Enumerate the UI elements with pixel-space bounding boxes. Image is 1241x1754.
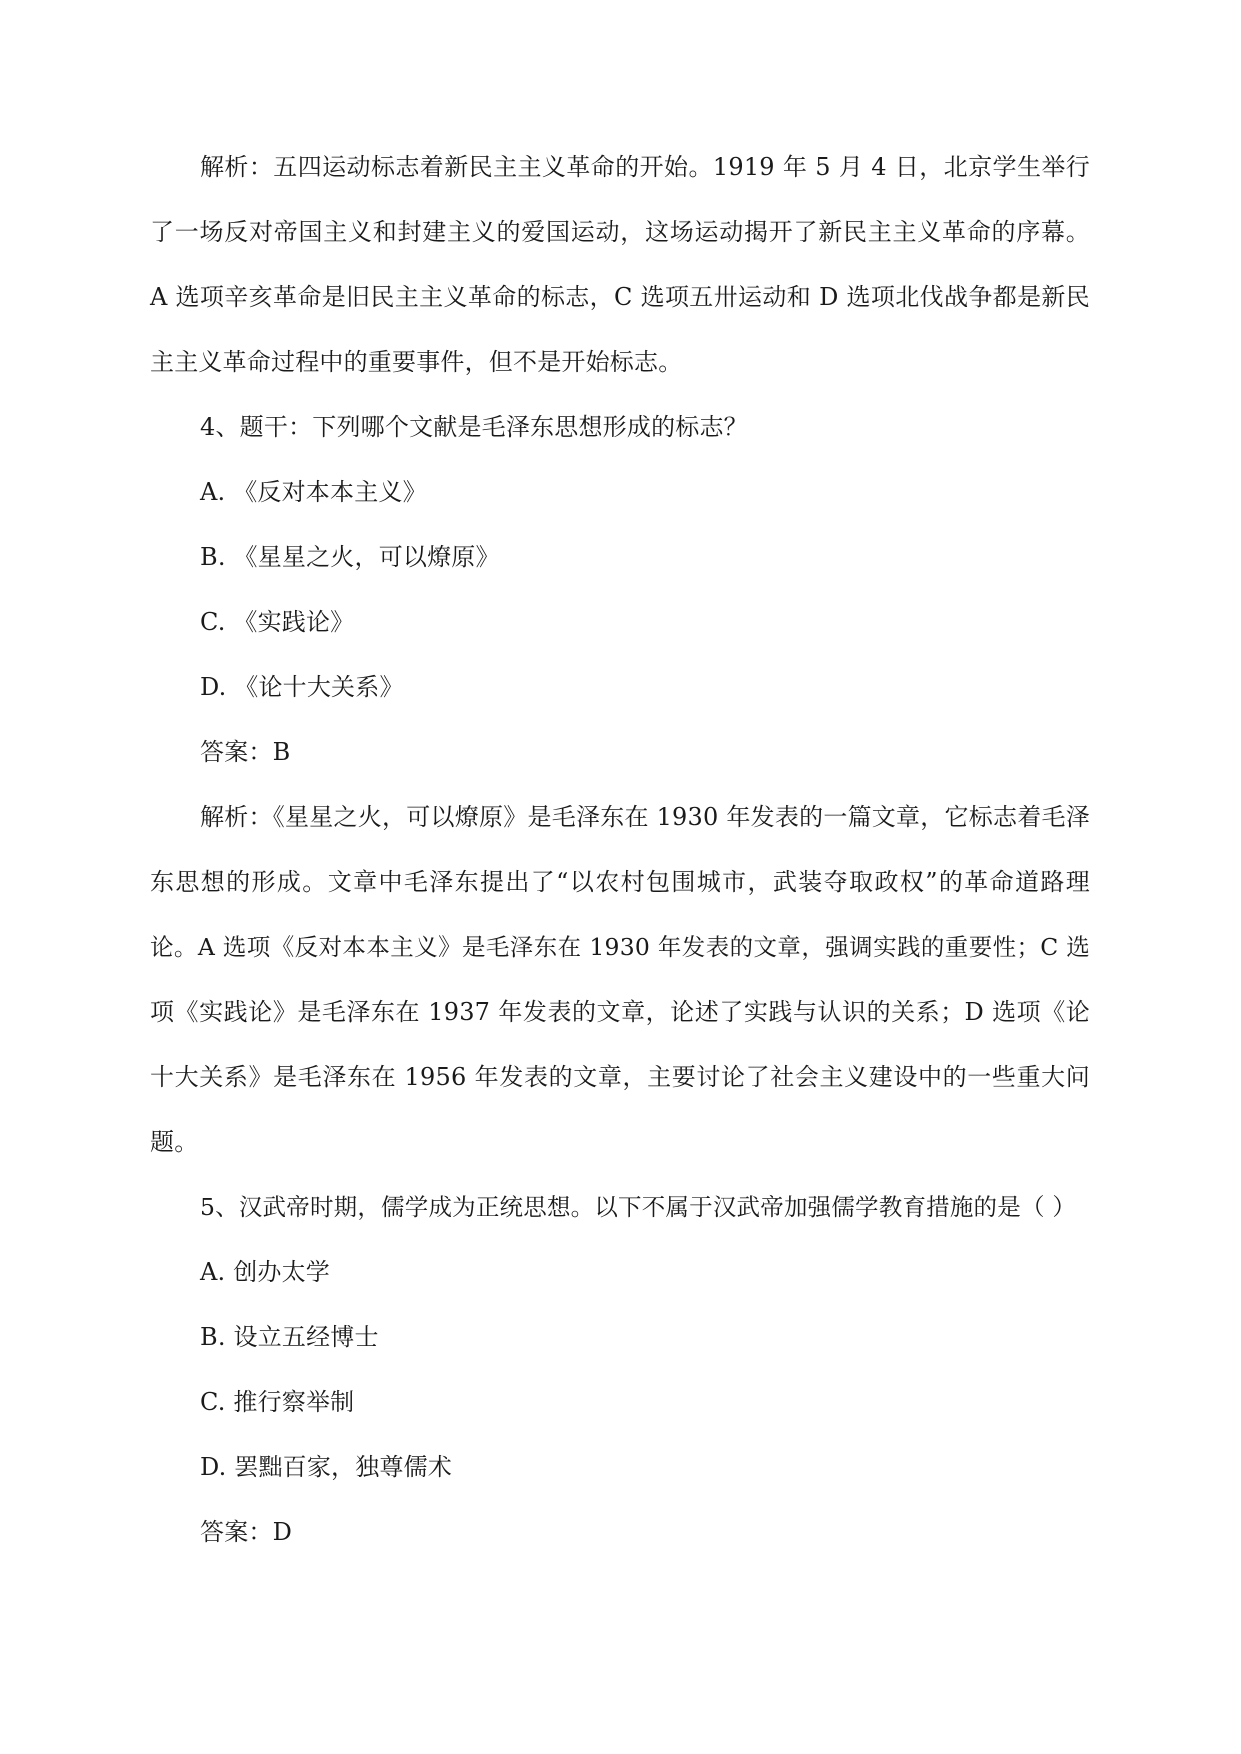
q4-analysis-line-4: 项《实践论》是毛泽东在 1937 年发表的文章，论述了实践与认识的关系；D 选项《论 <box>150 998 1090 1026</box>
q5-option-b: B. 设立五经博士 <box>200 1323 379 1351</box>
q4-option-d: D. 《论十大关系》 <box>200 673 404 701</box>
q4-option-b: B. 《星星之火，可以燎原》 <box>200 543 500 571</box>
q4-analysis-line-1: 解析：《星星之火，可以燎原》是毛泽东在 1930 年发表的一篇文章，它标志着毛泽 <box>200 803 1090 831</box>
q4-answer: 答案：B <box>200 738 291 766</box>
q4-analysis <box>150 785 1090 1175</box>
q3-analysis-line-1: 解析：五四运动标志着新民主主义革命的开始。1919 年 5 月 4 日，北京学生举行 <box>200 153 1090 181</box>
q4-option-a: A. 《反对本本主义》 <box>200 478 427 506</box>
q4-option-c: C. 《实践论》 <box>200 608 355 636</box>
q4-analysis-line-3: 论。A 选项《反对本本主义》是毛泽东在 1930 年发表的文章，强调实践的重要性；C 选 <box>150 933 1090 961</box>
q3-analysis-line-4: 主主义革命过程中的重要事件，但不是开始标志。 <box>150 348 683 376</box>
q4-stem: 4、题干：下列哪个文献是毛泽东思想形成的标志？ <box>200 413 748 441</box>
q5-stem: 5、汉武帝时期，儒学成为正统思想。以下不属于汉武帝加强儒学教育措施的是（ ） <box>200 1193 1077 1221</box>
q4-analysis-line-6: 题。 <box>150 1128 199 1156</box>
q4-analysis-line-2: 东思想的形成。文章中毛泽东提出了“以农村包围城市，武装夺取政权”的革命道路理 <box>150 868 1090 896</box>
q5-option-a: A. 创办太学 <box>200 1258 330 1286</box>
document-page <box>150 135 1090 1565</box>
q3-analysis-line-3: A 选项辛亥革命是旧民主主义革命的标志，C 选项五卅运动和 D 选项北伐战争都是新民 <box>150 283 1090 311</box>
q3-analysis-line-2: 了一场反对帝国主义和封建主义的爱国运动，这场运动揭开了新民主主义革命的序幕。 <box>150 218 1090 246</box>
q5-option-c: C. 推行察举制 <box>200 1388 355 1416</box>
q3-analysis <box>150 135 1090 395</box>
q5-answer: 答案：D <box>200 1518 293 1546</box>
q5-option-d: D. 罢黜百家，独尊儒术 <box>200 1453 453 1481</box>
q4-analysis-line-5: 十大关系》是毛泽东在 1956 年发表的文章，主要讨论了社会主义建设中的一些重大问 <box>150 1063 1090 1091</box>
